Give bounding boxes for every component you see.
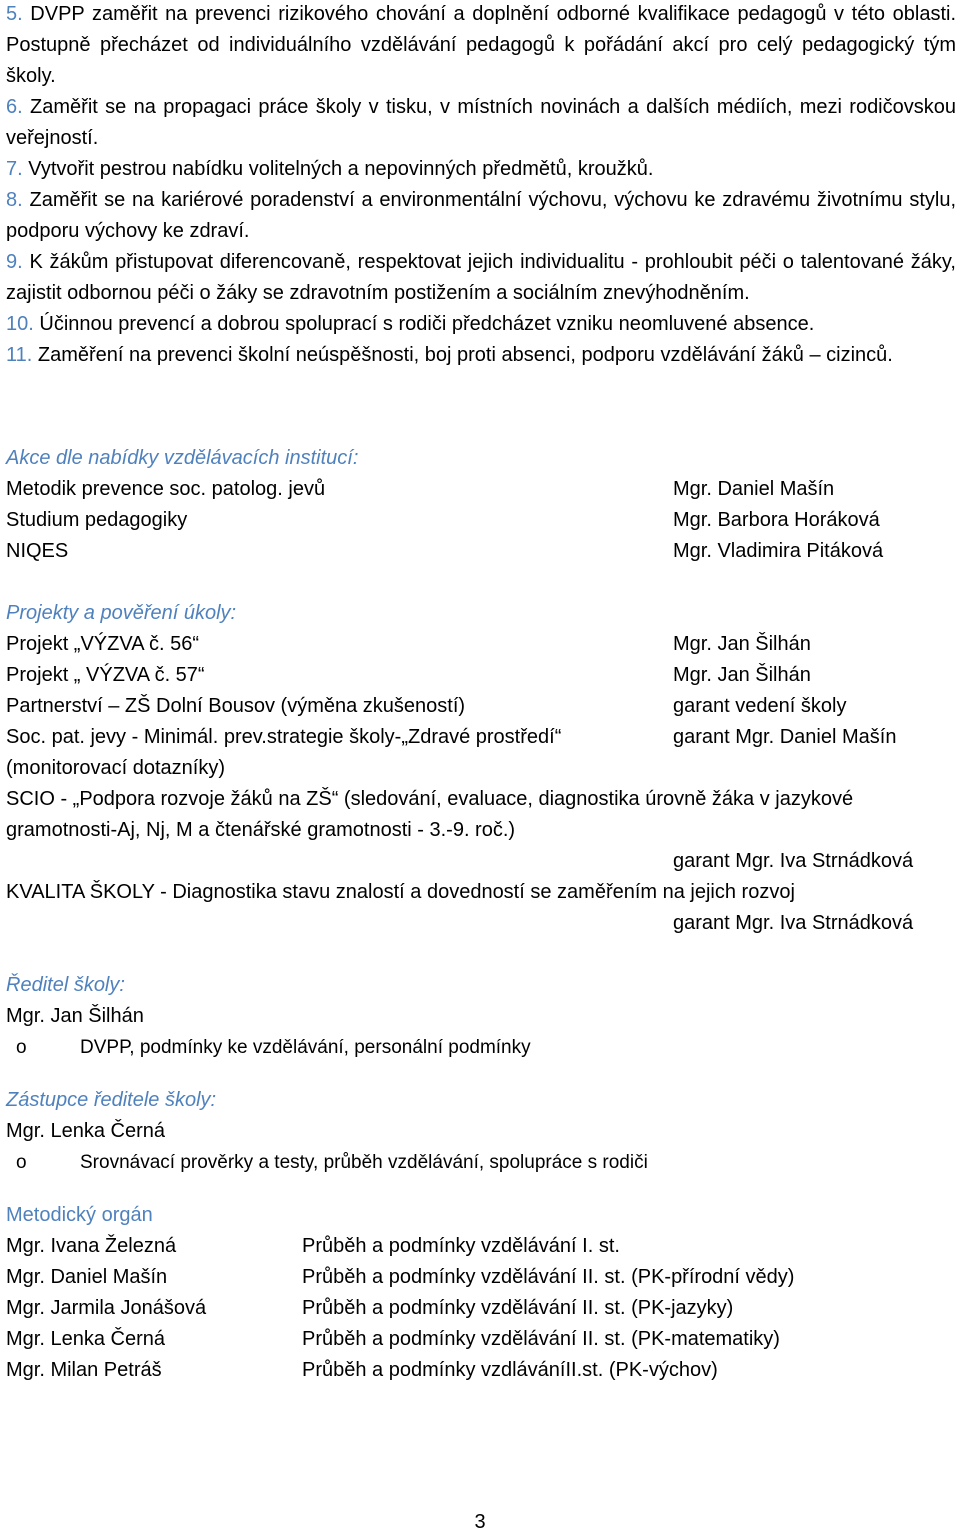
zastupce-name: Mgr. Lenka Černá [6, 1120, 165, 1142]
row-person: Mgr. Daniel Mašín [673, 478, 835, 500]
monitor-note: (monitorovací dotazníky) [6, 757, 225, 779]
list-item [6, 0, 956, 92]
list-item [6, 92, 956, 154]
row-label: Projekt „VÝZVA č. 56“ [6, 633, 200, 655]
list-item [6, 247, 956, 309]
list-text: Vytvořit pestrou nabídku volitelných a nepovinných předmětů, kroužků. [28, 158, 654, 180]
list-item [6, 1147, 956, 1178]
row-person: Mgr. Milan Petráš [6, 1359, 162, 1381]
row-person: garant Mgr. Daniel Mašín [673, 726, 897, 748]
kvalita-text: KVALITA ŠKOLY - Diagnostika stavu znalostí a dovedností se zaměřením na jejich rozvoj [6, 881, 795, 903]
row-scope: Průběh a podmínky vzdělávání I. st. [302, 1235, 620, 1257]
list-text: Zaměřit se na kariérové poradenství a environmentální výchovu, výchovu ke zdravému životnímu stylu, podporu výchovy ke zdraví. [6, 189, 956, 242]
row-label: Studium pedagogiky [6, 509, 188, 531]
scio-text: SCIO - „Podpora rozvoje žáků na ZŠ“ (sledování, evaluace, diagnostika úrovně žáka v jazykové gramotnosti-Aj, Nj, M a čtenářské gramotnosti - 3.-9. roč.) [6, 788, 854, 841]
list-number: 8. [6, 189, 23, 211]
list-text: Účinnou prevencí a dobrou spoluprací s rodiči předcházet vzniku neomluvené absence. [39, 313, 815, 335]
row-scope: Průběh a podmínky vzdělávání II. st. (PK-jazyky) [302, 1297, 734, 1319]
list-text: K žákům přistupovat diferencovaně, respektovat jejich individualitu - prohloubit péči o talentované žáky, zajistit odbornou péči o žáky se zdravotním postižením a sociálním znevýhodněním. [6, 251, 956, 304]
table-row [6, 1293, 956, 1324]
table-row [6, 1231, 956, 1262]
row-scope: Průběh a podmínky vzdělávání II. st. (PK-matematiky) [302, 1328, 780, 1350]
section-heading-zastupce: Zástupce ředitele školy: [6, 1089, 217, 1111]
row-person: Mgr. Jan Šilhán [673, 633, 811, 655]
list-text: Zaměřit se na propagaci práce školy v tisku, v místních novinách a dalších médiích, mezi rodičovskou veřejností. [6, 96, 956, 149]
kvalita-garant: garant Mgr. Iva Strnádková [673, 912, 914, 934]
page-number: 3 [474, 1511, 486, 1533]
section-heading-reditel: Ředitel školy: [6, 974, 125, 996]
bullet-icon: o [16, 1037, 27, 1058]
row-label: Soc. pat. jevy - Minimál. prev.strategie školy-„Zdravé prostředí“ [6, 726, 562, 748]
list-number: 5. [6, 3, 23, 25]
row-person: garant vedení školy [673, 695, 847, 717]
list-number: 7. [6, 158, 23, 180]
section-heading-metodicky: Metodický orgán [6, 1204, 153, 1226]
row-label: Partnerství – ZŠ Dolní Bousov (výměna zkušeností) [6, 695, 466, 717]
table-row [6, 474, 956, 505]
reditel-name: Mgr. Jan Šilhán [6, 1005, 144, 1027]
table-row [6, 722, 956, 753]
bullet-text: DVPP, podmínky ke vzdělávání, personální podmínky [80, 1037, 531, 1058]
list-number: 9. [6, 251, 23, 273]
row-label: NIQES [6, 540, 69, 562]
bullet-icon: o [16, 1152, 27, 1173]
table-row [6, 629, 956, 660]
row-person: Mgr. Daniel Mašín [6, 1266, 168, 1288]
row-person: Mgr. Vladimira Pitáková [673, 540, 884, 562]
scio-garant: garant Mgr. Iva Strnádková [673, 850, 914, 872]
list-item [6, 154, 956, 185]
table-row [6, 1324, 956, 1355]
list-text: Zaměření na prevenci školní neúspěšnosti, boj proti absenci, podporu vzdělávání žáků – cizinců. [37, 344, 893, 366]
list-number: 6. [6, 96, 23, 118]
list-text: DVPP zaměřit na prevenci rizikového chování a doplnění odborné kvalifikace pedagogů v této oblasti. Postupně přecházet od individuálního vzdělávání pedagogů k pořádání akcí pro celý pedagogický tým školy. [6, 3, 956, 87]
row-scope: Průběh a podmínky vzdělávání II. st. (PK-přírodní vědy) [302, 1266, 795, 1288]
table-row [6, 660, 956, 691]
row-scope: Průběh a podmínky vzdlávání​II.st. (PK-výchov) [302, 1359, 718, 1381]
section-heading-akce: Akce dle nabídky vzdělávacích institucí: [6, 447, 359, 469]
row-person: Mgr. Jarmila Jonášová [6, 1297, 207, 1319]
row-person: Mgr. Lenka Černá [6, 1328, 165, 1350]
section-heading-projekty: Projekty a pověření úkoly: [6, 602, 237, 624]
list-item [6, 185, 956, 247]
table-row [6, 536, 956, 567]
table-row [6, 505, 956, 536]
bullet-text: Srovnávací prověrky a testy, průběh vzdělávání, spolupráce s rodiči [80, 1152, 648, 1173]
list-item [6, 309, 956, 340]
document-page [6, 0, 956, 1386]
list-number: 11. [6, 344, 33, 366]
row-label: Projekt „ VÝZVA č. 57“ [6, 664, 205, 686]
list-item [6, 340, 956, 371]
row-person: Mgr. Ivana Železná [6, 1235, 177, 1257]
row-label: Metodik prevence soc. patolog. jevů [6, 478, 326, 500]
row-person: Mgr. Barbora Horáková [673, 509, 880, 531]
list-number: 10. [6, 313, 34, 335]
table-row [6, 1355, 956, 1386]
table-row [6, 691, 956, 722]
list-item [6, 1032, 956, 1063]
row-person: Mgr. Jan Šilhán [673, 664, 811, 686]
table-row [6, 1262, 956, 1293]
